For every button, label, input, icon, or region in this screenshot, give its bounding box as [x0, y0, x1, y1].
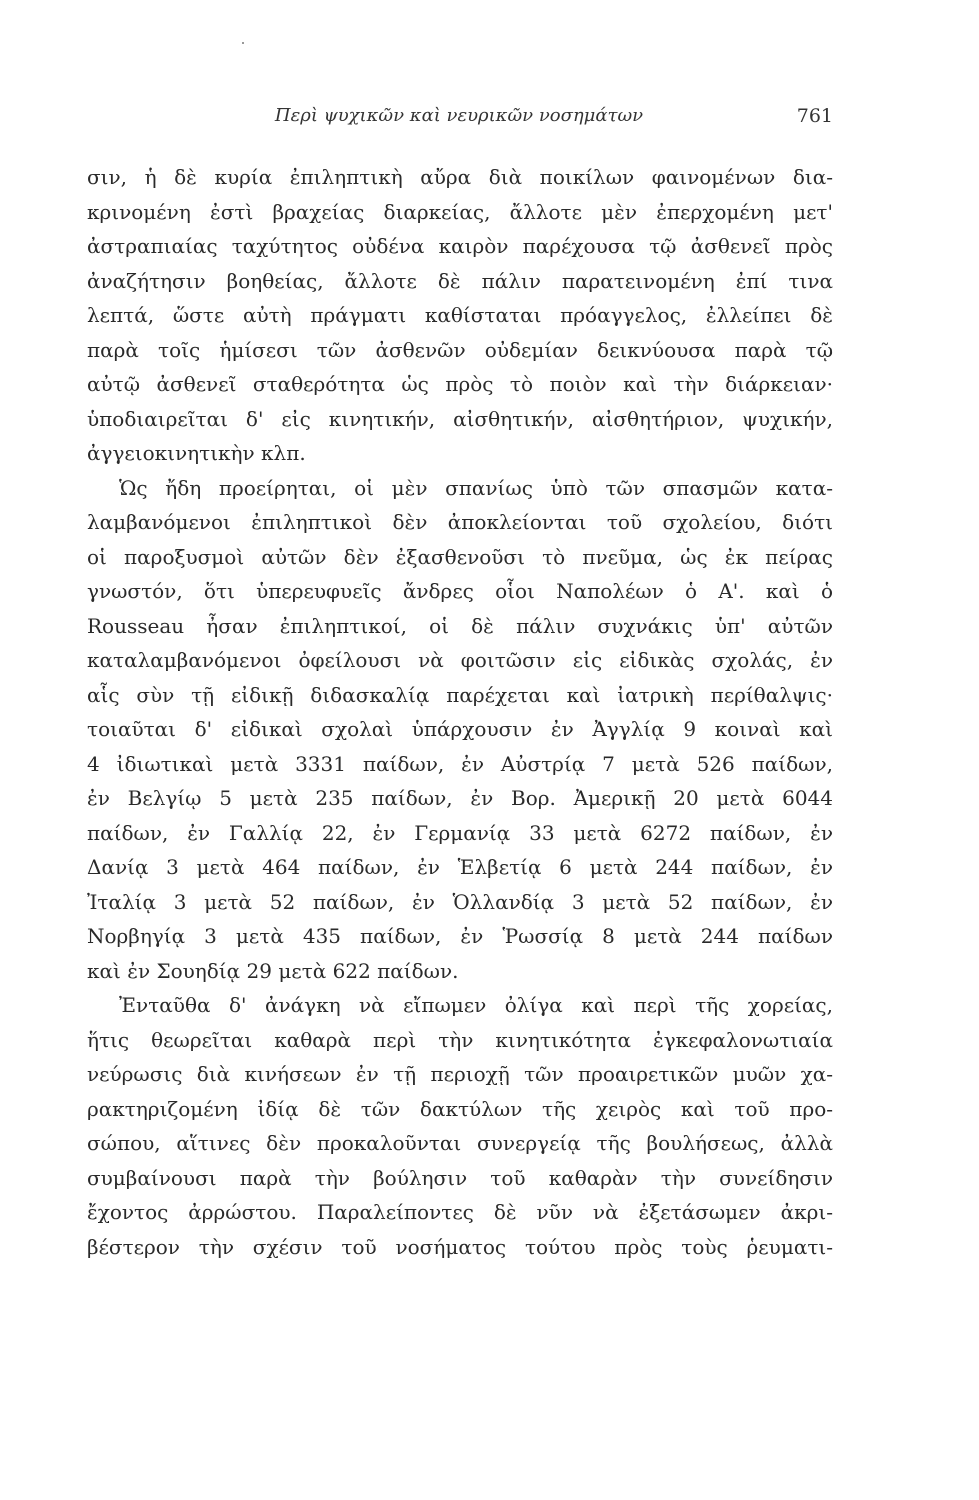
text-line-paragraph-start: Ἐνταῦθα δ' ἀνάγκη νὰ εἴπωμεν ὀλίγα καὶ περὶ τῆς χορείας, [119, 993, 833, 1017]
text-line: Rousseau ἦσαν ἐπιληπτικοί, οἱ δὲ πάλιν συχνάκις ὑπ' αὐτῶν [87, 613, 833, 638]
text-line: καταλαμβανόμενοι ὀφείλουσι νὰ φοιτῶσιν εἰς εἰδικὰς σχολάς, ἐν [87, 648, 833, 672]
text-line: κρινομένη ἐστὶ βραχείας διαρκείας, ἄλλοτε μὲν ἐπερχομένη μετ' [87, 199, 833, 224]
running-header [85, 100, 833, 132]
text-line: Ἰταλίᾳ 3 μετὰ 52 παίδων, ἐν Ὁλλανδίᾳ 3 μετὰ 52 παίδων, ἐν [87, 889, 833, 914]
text-line: λεπτά, ὥστε αὐτὴ πράγματι καθίσταται πρόαγγελος, ἐλλείπει δὲ [87, 303, 833, 327]
running-title: Περὶ ψυχικῶν καὶ νευρικῶν νοσημάτων [274, 105, 644, 126]
text-line-paragraph-start: Ὡς ἤδη προείρηται, οἱ μὲν σπανίως ὑπὸ τῶν σπασμῶν κατα- [119, 475, 833, 500]
text-line: λαμβανόμενοι ἐπιληπτικοὶ δὲν ἀποκλείονται τοῦ σχολείου, διότι [87, 510, 833, 534]
scan-speck [242, 42, 244, 44]
text-line-paragraph-end: καὶ ἐν Σουηδίᾳ 29 μετὰ 622 παίδων. [87, 958, 459, 983]
page-number: 761 [796, 105, 833, 127]
text-line: αὐτῷ ἀσθενεῖ σταθερότητα ὡς πρὸς τὸ ποιὸν καὶ τὴν διάρκειαν· [87, 372, 833, 396]
text-line-paragraph-end: ἀγγειοκινητικὴν κλπ. [87, 441, 306, 465]
text-line: αἷς σὺν τῇ εἰδικῇ διδασκαλίᾳ παρέχεται καὶ ἰατρικὴ περίθαλψις· [87, 682, 833, 707]
text-line: ἀναζήτησιν βοηθείας, ἄλλοτε δὲ πάλιν παρατεινομένη ἐπί τινα [87, 268, 833, 293]
text-line: ἐν Βελγίῳ 5 μετὰ 235 παίδων, ἐν Βορ. Ἀμερικῇ 20 μετὰ 6044 [87, 786, 833, 810]
text-line: τοιαῦται δ' εἰδικαὶ σχολαὶ ὑπάρχουσιν ἐν Ἀγγλίᾳ 9 κοιναὶ καὶ [87, 717, 833, 741]
text-line: Δανίᾳ 3 μετὰ 464 παίδων, ἐν Ἑλβετίᾳ 6 μετὰ 244 παίδων, ἐν [87, 855, 833, 879]
text-line: συμβαίνουσι παρὰ τὴν βούλησιν τοῦ καθαρὰν τὴν συνείδησιν [87, 1165, 833, 1190]
text-line: ὑποδιαιρεῖται δ' εἰς κινητικήν, αἰσθητικήν, αἰσθητήριον, ψυχικήν, [87, 406, 833, 431]
text-line: ἥτις θεωρεῖται καθαρὰ περὶ τὴν κινητικότητα ἐγκεφαλονωτιαία [87, 1027, 833, 1052]
text-line: σιν, ἡ δὲ κυρία ἐπιληπτικὴ αὔρα διὰ ποικίλων φαινομένων δια- [87, 165, 833, 189]
text-line: σώπου, αἵτινες δὲν προκαλοῦνται συνεργείᾳ τῆς βουλήσεως, ἀλλὰ [87, 1131, 833, 1155]
text-line: οἱ παροξυσμοὶ αὐτῶν δὲν ἐξασθενοῦσι τὸ πνεῦμα, ὡς ἐκ πείρας [87, 544, 833, 569]
text-line: 4 ἰδιωτικαὶ μετὰ 3331 παίδων, ἐν Αὐστρίᾳ 7 μετὰ 526 παίδων, [87, 751, 833, 776]
text-line: παρὰ τοῖς ἡμίσεσι τῶν ἀσθενῶν οὐδεμίαν δεικνύουσα παρὰ τῷ [87, 337, 833, 362]
text-line: βέστερον τὴν σχέσιν τοῦ νοσήματος τούτου πρὸς τοὺς ῥευματι- [87, 1234, 833, 1259]
text-line: παίδων, ἐν Γαλλίᾳ 22, ἐν Γερμανίᾳ 33 μετὰ 6272 παίδων, ἐν [87, 820, 833, 845]
text-line: ρακτηριζομένη ἰδίᾳ δὲ τῶν δακτύλων τῆς χειρὸς καὶ τοῦ προ- [87, 1096, 833, 1121]
body-text [87, 160, 833, 1264]
text-line: ἔχοντος ἀρρώστου. Παραλείποντες δὲ νῦν νὰ ἐξετάσωμεν ἀκρι- [87, 1200, 833, 1224]
text-line: ἀστραπιαίας ταχύτητος οὐδένα καιρὸν παρέχουσα τῷ ἀσθενεῖ πρὸς [87, 234, 833, 258]
text-line: Νορβηγίᾳ 3 μετὰ 435 παίδων, ἐν Ῥωσσίᾳ 8 μετὰ 244 παίδων [87, 924, 833, 948]
text-line: γνωστόν, ὅτι ὑπερευφυεῖς ἄνδρες οἷοι Ναπολέων ὁ Α'. καὶ ὁ [87, 579, 833, 603]
text-line: νεύρωσις διὰ κινήσεων ἐν τῇ περιοχῇ τῶν προαιρετικῶν μυῶν χα- [87, 1062, 833, 1086]
